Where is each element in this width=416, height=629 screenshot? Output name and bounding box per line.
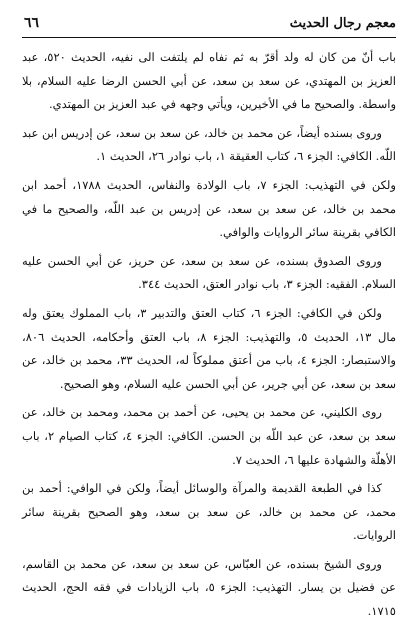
- header-rule: [22, 37, 396, 38]
- paragraph: وروى بسنده أيضاً، عن محمد بن خالد، عن سعد بن سعد، عن إدريس ابن عبد اللّه. الكافي: الجزء ٦، كتاب العقيقة ١، باب نوادر ٢٦، الحديث ١.: [22, 125, 396, 164]
- paragraph: وروى الشيخ بسنده، عن العبّاس، عن سعد بن سعد، عن محمد بن القاسم، عن فضيل بن يسار. التهذيب: الجزء ٥، باب الزيادات في فقه الحج، الحديث ١٧١٥.: [22, 556, 396, 619]
- paragraph: ولكن في الكافي: الجزء ٦، كتاب العتق والتدبير ٣، باب المملوك يعتق وله مال ١٣، الحديث ٥، والتهذيب: الجزء ٨، باب العتق وأحكامه، الحديث ٨٠٦، والاستبصار: الجزء ٤، باب من أعتق مملوكاً له، الحديث ٣٣، محمد بن خالد، عن سعد بن سعد، عن أبي جرير، عن أبي الحسن عليه السلام، وهو الصحيح.: [22, 305, 396, 391]
- paragraph: وروى الصدوق بسنده، عن سعد بن سعد، عن حريز، عن أبي الحسن عليه السلام. الفقيه: الجزء ٣، باب نوادر العتق، الحديث ٣٤٤.: [22, 253, 396, 292]
- paragraph: روى الكليني، عن محمد بن يحيى، عن أحمد بن محمد، ومحمد بن خالد، عن سعد بن سعد، عن عبد اللّه بن الحسن. الكافي: الجزء ٤، كتاب الصيام ٢، باب الأهلّة والشهادة عليها ٦، الحديث ٧.: [22, 405, 396, 467]
- paragraph: باب أنّ من كان له ولد أقرّ به ثم نفاه لم يلتفت الى نفيه، الحديث ٥٢٠، عبد العزيز بن المهتدي، عن سعد بن سعد، عن أبي الحسن الرضا عليه السلام، بلا واسطة. والصحيح ما في الأخيرين، ويأتي وجهه في عبد العزيز بن المهتدي.: [22, 50, 396, 112]
- book-page: [22, 14, 396, 619]
- page-number: ٦٦: [24, 15, 40, 31]
- body-text: [22, 46, 396, 629]
- paragraph: كذا في الطبعة القديمة والمرآة والوسائل أيضاً، ولكن في الوافي: أحمد بن محمد، عن محمد بن خالد، عن سعد بن سعد، وهو الصحيح بقرينة سائر الروايات.: [22, 481, 396, 543]
- running-title: معجم رجال الحديث: [289, 16, 396, 31]
- paragraph: ولكن في التهذيب: الجزء ٧، باب الولادة والنفاس، الحديث ١٧٨٨، أحمد ابن محمد بن خالد، عن سعد بن سعد، عن إدريس بن عبد اللّه، والصحيح ما في الكافي بقرينة سائر الروايات والوافي.: [22, 177, 396, 240]
- page-header: [22, 14, 396, 34]
